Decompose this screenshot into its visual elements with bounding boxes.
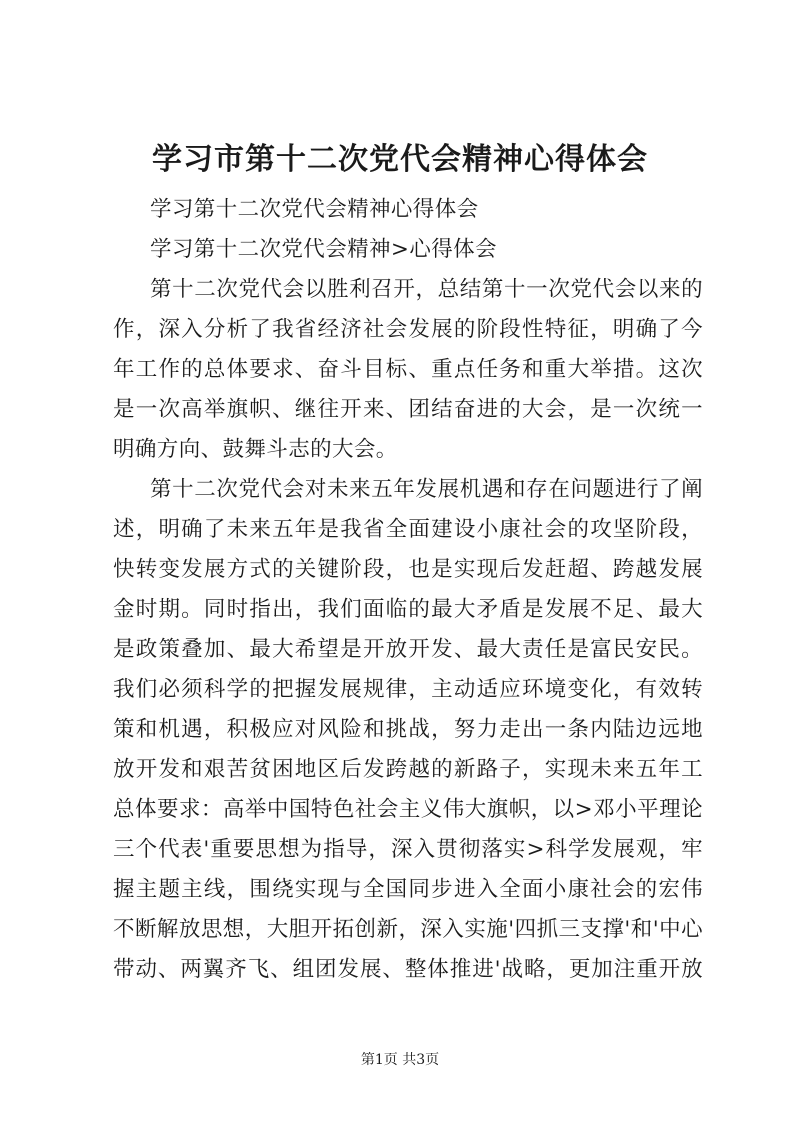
text-line: 是政策叠加、最大希望是开放开发、最大责任是富民安民。 (113, 637, 703, 662)
text-line: 握主题主线，围绕实现与全国同步进入全面小康社会的宏伟 (113, 877, 703, 902)
text-line: 放开发和艰苦贫困地区后发跨越的新路子，实现未来五年工 (113, 757, 703, 782)
text-line: 学习第十二次党代会精神心得体会 (150, 197, 479, 222)
text-line: 作，深入分析了我省经济社会发展的阶段性特征，明确了今 (113, 317, 703, 342)
text-line: 三个代表'重要思想为指导，深入贯彻落实>科学发展观，牢 (113, 837, 703, 862)
text-line: 金时期。同时指出，我们面临的最大矛盾是发展不足、最大 (113, 597, 703, 622)
text-line: 明确方向、鼓舞斗志的大会。 (113, 437, 398, 462)
text-line: 我们必须科学的把握发展规律，主动适应环境变化，有效转 (113, 677, 703, 702)
text-line: 第十二次党代会以胜利召开，总结第十一次党代会以来的 (150, 277, 703, 302)
text-line: 总体要求：高举中国特色社会主义伟大旗帜，以>邓小平理论 (113, 797, 703, 822)
text-line: 学习第十二次党代会精神>心得体会 (150, 237, 497, 262)
page-title: 学习市第十二次党代会精神心得体会 (152, 142, 648, 177)
text-line: 年工作的总体要求、奋斗目标、重点任务和重大举措。这次 (113, 357, 703, 382)
document-body (113, 190, 703, 990)
text-line: 第十二次党代会对未来五年发展机遇和存在问题进行了阐 (150, 477, 703, 502)
text-line: 快转变发展方式的关键阶段，也是实现后发赶超、跨越发展 (113, 557, 703, 582)
text-line: 述，明确了未来五年是我省全面建设小康社会的攻坚阶段， (113, 517, 703, 542)
text-line: 带动、两翼齐飞、组团发展、整体推进'战略，更加注重开放 (113, 957, 703, 982)
page-footer: 第1页 共3页 (360, 1052, 440, 1068)
text-line: 是一次高举旗帜、继往开来、团结奋进的大会，是一次统一 (113, 397, 703, 422)
text-line: 不断解放思想，大胆开拓创新，深入实施'四抓三支撑'和'中心 (113, 917, 703, 942)
text-line: 策和机遇，积极应对风险和挑战，努力走出一条内陆边远地 (113, 717, 703, 742)
